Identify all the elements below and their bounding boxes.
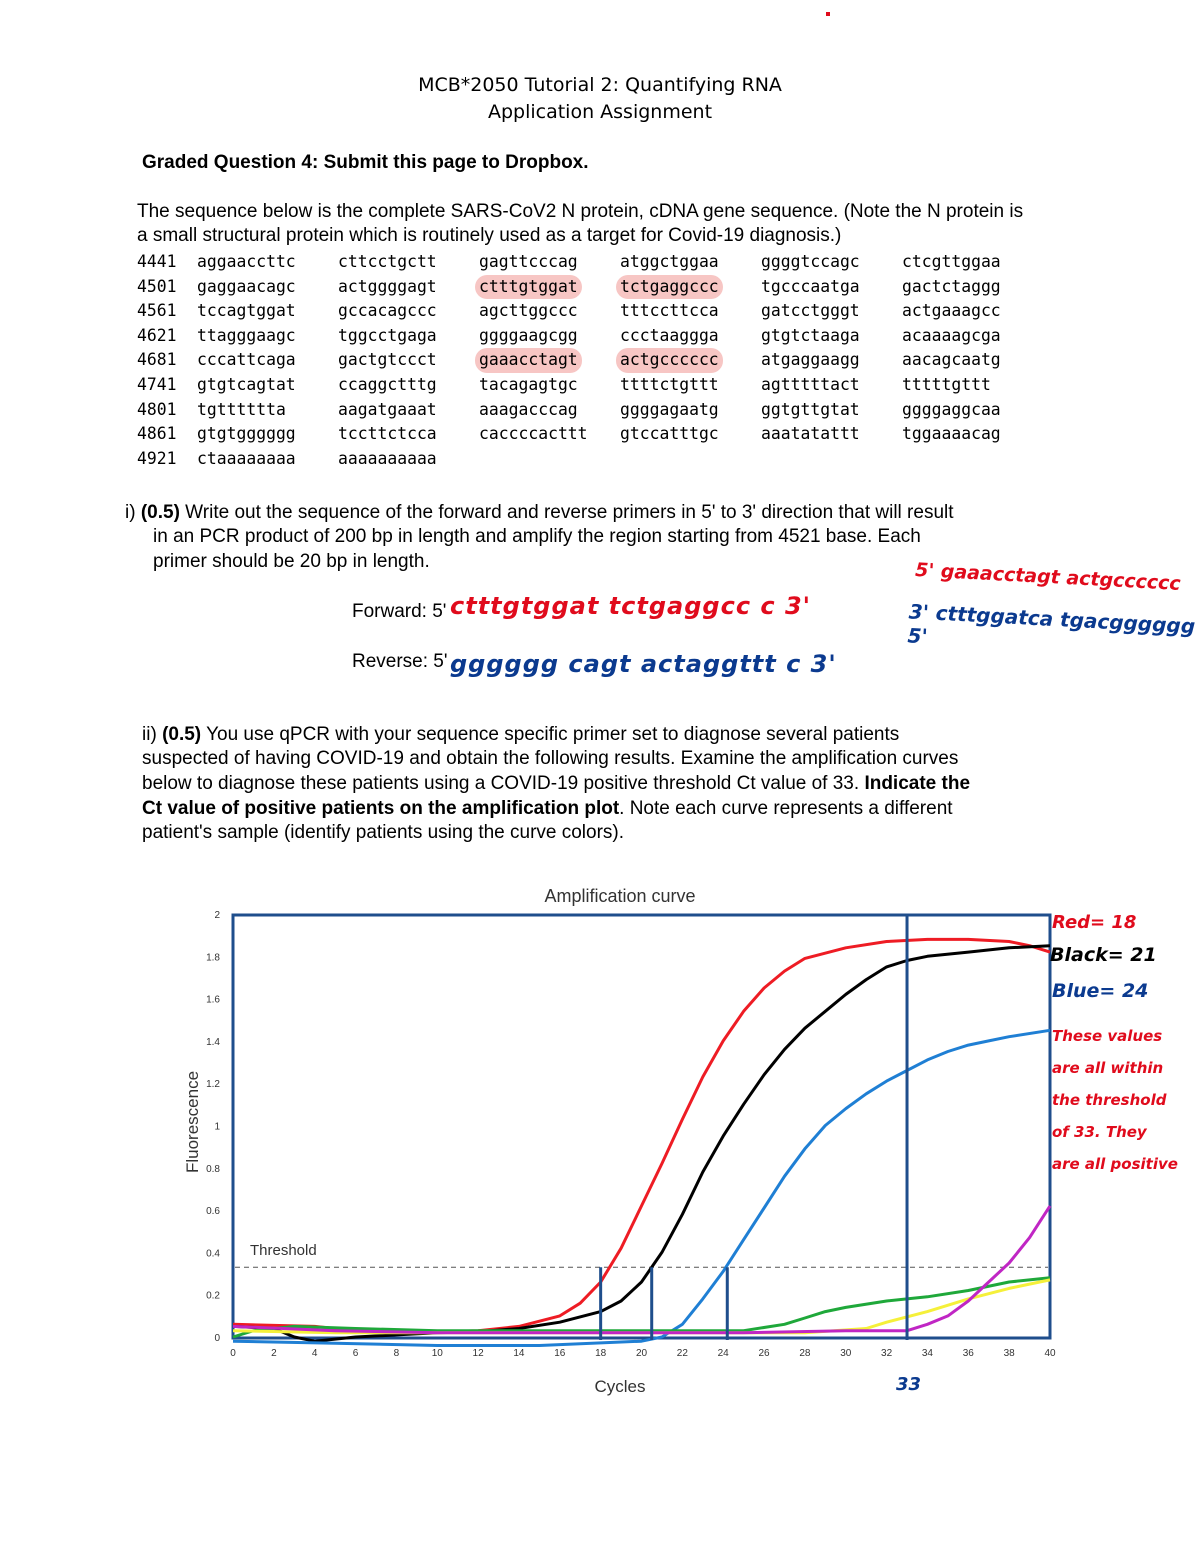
x-tick-label: 18 [595, 1348, 607, 1359]
sequence-block-text: atggctggaa [620, 252, 719, 271]
sequence-row [137, 299, 1043, 324]
part-ii-line-2: suspected of having COVID-19 and obtain the following results. Examine the amplification curves [142, 748, 959, 769]
sequence-block-text: ttagggaagc [197, 325, 296, 345]
reverse-answer: gggggg cagt actaggttt c 3' [450, 650, 837, 678]
sequence-block-text: gactctaggg [902, 276, 1001, 296]
sequence-position: 4621 [137, 325, 177, 345]
part-ii-text: You use qPCR with your sequence specific primer set to diagnose several patients [201, 724, 900, 745]
sequence-block-text: aggaaccttc [197, 252, 296, 271]
amplification-chart [0, 870, 1200, 1430]
sequence-block-text: ggggagaatg [620, 399, 719, 419]
sequence-block-text: tccttctcca [338, 424, 437, 444]
annotation-note-line: are all positive [1052, 1155, 1178, 1173]
sequence-position: 4801 [137, 399, 177, 419]
part-ii-label: ii) [142, 724, 163, 745]
y-tick-label: 1 [214, 1121, 220, 1133]
sequence-block-text: aaatatattt [761, 424, 860, 444]
x-tick-label: 22 [676, 1348, 688, 1359]
x-tick-label: 24 [717, 1348, 729, 1359]
threshold-label: Threshold [250, 1242, 317, 1260]
part-ii-line-3-bold: Indicate the [864, 773, 971, 794]
sequence-row [137, 250, 1043, 275]
sequence-block-text: ggggaggcaa [902, 399, 1001, 419]
part-i-text: Write out the sequence of the forward and reverse primers in 5' to 3' direction that will result [179, 502, 954, 523]
sequence-block-text: tccagtggat [197, 301, 296, 321]
red-mark [826, 12, 830, 16]
x-tick-label: 26 [758, 1348, 770, 1359]
annotation-note-line: of 33. They [1052, 1123, 1147, 1141]
sequence-block-text: gtgtgggggg [197, 424, 296, 444]
sequence-block-text: gtgtctaaga [761, 325, 860, 345]
sequence-block-text: gagttcccag [479, 252, 578, 271]
sequence-row [137, 324, 1043, 349]
annotation-note-bottom: 3' ctttggatca tgacgggggg 5' [906, 599, 1196, 649]
intro-line-2: a small structural protein which is routinely used as a target for Covid-19 diagnosis.) [137, 225, 842, 246]
y-tick-label: 1.2 [206, 1079, 220, 1091]
sequence-block-text: aacagcaatg [902, 350, 1001, 370]
y-tick-label: 1.8 [206, 952, 220, 964]
sequence-position: 4861 [137, 424, 177, 444]
sequence-block-text: cttcctgctt [338, 252, 437, 271]
sequence-block-text: gtccatttgc [620, 424, 719, 444]
part-ii-line-5: patient's sample (identify patients using the curve colors). [142, 822, 625, 843]
reverse-label: Reverse: 5' [352, 651, 448, 672]
chart-title: Amplification curve [544, 886, 696, 906]
y-tick-label: 0.6 [206, 1206, 220, 1218]
page-subtitle: Application Assignment [487, 101, 713, 123]
x-tick-label: 12 [472, 1348, 484, 1359]
sequence-block-text: gtgtcagtat [197, 374, 296, 394]
sequence-block-text: ggtgttgtat [761, 399, 860, 419]
sequence-position: 4741 [137, 374, 177, 394]
annotation-black: Black= 21 [1050, 944, 1157, 966]
sequence-block-text: ggggaagcgg [479, 325, 578, 345]
x-tick-label: 30 [840, 1348, 852, 1359]
forward-label: Forward: 5' [352, 601, 447, 622]
sequence-block-text: agcttggccc [479, 301, 578, 321]
x-tick-label: 16 [554, 1348, 566, 1359]
sequence-row [137, 422, 1043, 447]
series-line [233, 946, 1050, 1341]
sequence-block-text: tggcctgaga [338, 325, 437, 345]
plot-frame [233, 915, 1050, 1338]
sequence-row [137, 275, 1043, 300]
intro-line-1: The sequence below is the complete SARS-CoV2 N protein, cDNA gene sequence. (Note the N protein is [137, 201, 1024, 222]
part-ii-line-4-bold: Ct value of positive patients on the amplification plot [142, 798, 620, 819]
sequence-block-text: gactgtccct [338, 350, 437, 370]
sequence-row [137, 348, 1043, 373]
sequence-row [137, 398, 1043, 423]
sequence-block-text: cccattcaga [197, 350, 296, 370]
part-i-line-3: primer should be 20 bp in length. [153, 551, 430, 572]
annotation-note-line: are all within [1052, 1059, 1164, 1077]
sequence-block-text: agtttttact [761, 374, 860, 394]
x-axis-label: Cycles [594, 1377, 646, 1396]
sequence-block-text: tgtttttta [197, 399, 286, 419]
x-tick-label: 28 [799, 1348, 811, 1359]
part-ii-line-3-text: below to diagnose these patients using a COVID-19 positive threshold Ct value of 33. [142, 773, 865, 794]
x-tick-label: 6 [352, 1348, 359, 1359]
sequence-block-text: gatcctgggt [761, 301, 860, 321]
x-tick-label: 38 [1003, 1348, 1015, 1359]
y-tick-label: 0.8 [206, 1163, 220, 1175]
forward-answer: ctttgtggat tctgaggcc c 3' [450, 592, 812, 620]
sequence-position: 4921 [137, 448, 177, 468]
sequence-block-text: acaaaagcga [902, 325, 1001, 345]
x-tick-label: 2 [271, 1348, 277, 1359]
sequence-block-text: tgcccaatga [761, 276, 860, 296]
sequence-block [137, 250, 1043, 471]
sequence-block-text: ctaaaaaaaa [197, 448, 296, 468]
sequence-block-text: actggggagt [338, 276, 437, 296]
sequence-row [137, 447, 1043, 472]
series-line [233, 939, 1050, 1332]
x-tick-label: 40 [1044, 1348, 1056, 1359]
page-title: MCB*2050 Tutorial 2: Quantifying RNA [418, 74, 782, 96]
sequence-position: 4681 [137, 350, 177, 370]
sequence-block-text: aagatgaaat [338, 399, 437, 419]
x-tick-label: 20 [635, 1348, 648, 1359]
y-tick-label: 1.6 [206, 994, 220, 1006]
sequence-block-text: tacagagtgc [479, 374, 578, 394]
part-ii-points: (0.5) [162, 724, 202, 745]
annotation-note-top: 5' gaaacctagt actgcccccc [914, 559, 1182, 595]
y-axis-label: Fluorescence [183, 1070, 202, 1174]
sequence-block-text: ccctaaggga [620, 325, 719, 345]
sequence-block-text: ctcgttggaa [902, 252, 1001, 271]
x-tick-label: 14 [513, 1348, 525, 1359]
x-tick-label: 34 [921, 1348, 934, 1359]
sequence-position: 4501 [137, 276, 177, 296]
annotation-blue: Blue= 24 [1052, 980, 1149, 1002]
part-i-line-2: in an PCR product of 200 bp in length and amplify the region starting from 4521 base. Each [153, 526, 921, 547]
part-i-label: i) [125, 502, 141, 523]
sequence-block-text: tggaaaacag [902, 424, 1001, 444]
sequence-position: 4441 [137, 252, 177, 271]
sequence-position: 4561 [137, 301, 177, 321]
part-i-line-1 [125, 501, 954, 526]
y-tick-label: 0.2 [206, 1290, 220, 1302]
x-tick-label: 32 [881, 1348, 893, 1359]
part-ii-line-3 [142, 772, 970, 797]
sequence-block-highlighted: ctttgtggat [475, 275, 582, 300]
sequence-block-highlighted: actgcccccc [616, 348, 723, 373]
x-tick-label: 10 [431, 1348, 443, 1359]
part-i-points: (0.5) [140, 502, 180, 523]
part-ii-line-4 [142, 797, 953, 822]
y-tick-label: 1.4 [206, 1036, 220, 1048]
sequence-block-text: tttttgttt [902, 374, 991, 394]
sequence-block-text: ttttctgttt [620, 374, 719, 394]
sequence-block-text: ccaggctttg [338, 374, 437, 394]
x-tick-label: 4 [311, 1348, 318, 1359]
y-tick-label: 0 [214, 1333, 220, 1344]
x-tick-label: 36 [962, 1348, 974, 1359]
part-ii-line-1 [142, 723, 899, 748]
sequence-block-highlighted: tctgaggccc [616, 275, 723, 300]
y-tick-label: 0.4 [206, 1248, 220, 1260]
sequence-block-text: atgaggaagg [761, 350, 860, 370]
question-heading: Graded Question 4: Submit this page to Dropbox. [142, 152, 589, 173]
sequence-block-text: gaggaacagc [197, 276, 296, 296]
sequence-block-text: tttccttcca [620, 301, 719, 321]
y-tick-label: 2 [214, 910, 220, 921]
sequence-block-text: ggggtccagc [761, 252, 860, 271]
sequence-row [137, 373, 1043, 398]
sequence-block-text: aaaaaaaaaa [338, 448, 437, 468]
series-line [233, 1206, 1050, 1333]
x-tick-label: 0 [230, 1348, 236, 1359]
cutoff-label: 33 [896, 1374, 922, 1395]
sequence-block-text: actgaaagcc [902, 301, 1001, 321]
annotation-note [1052, 1020, 1178, 1180]
sequence-block-text: aaagacccag [479, 399, 578, 419]
series-line [233, 1278, 1050, 1337]
sequence-block-highlighted: gaaacctagt [475, 348, 582, 373]
x-tick-label: 8 [393, 1348, 400, 1359]
sequence-block-text: gccacagccc [338, 301, 437, 321]
annotation-red: Red= 18 [1052, 912, 1137, 933]
sequence-block-text: caccccacttt [479, 424, 588, 444]
annotation-note-line: the threshold [1052, 1091, 1167, 1109]
part-ii-line-4-text: . Note each curve represents a different [619, 798, 953, 819]
annotation-note-line: These values [1052, 1027, 1163, 1045]
